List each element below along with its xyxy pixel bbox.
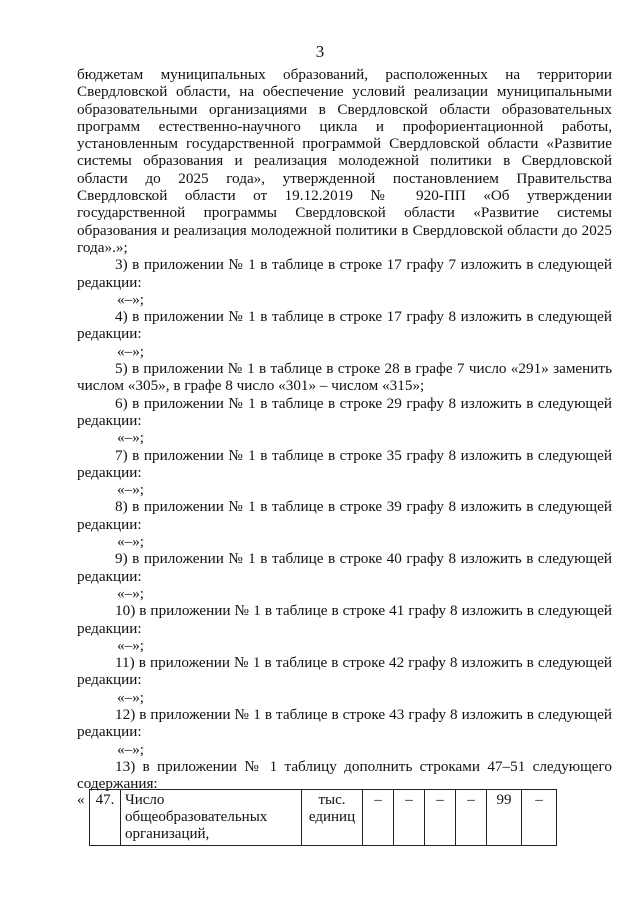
quoted-dash: «–»;: [117, 584, 145, 602]
quoted-dash: «–»;: [117, 481, 145, 499]
unit-of-measure: тыс. единиц: [302, 790, 363, 846]
quoted-dash: «–»;: [117, 342, 145, 360]
paragraph-item-7: 7) в приложении № 1 в таблице в строке 35 графу 8 изложить в следующей редакции:: [77, 446, 612, 481]
appended-rows-table: [77, 789, 617, 846]
document-body: [77, 66, 612, 792]
value-cell: 99: [487, 790, 522, 846]
value-cell: –: [425, 790, 456, 846]
paragraph-item-4: 4) в приложении № 1 в таблице в строке 17 графу 8 изложить в следующей редакции:: [77, 308, 612, 343]
quoted-dash: «–»;: [117, 740, 145, 758]
paragraph-item-5: 5) в приложении № 1 в таблице в строке 28 в графе 7 число «291» заменить числом «305», в графе 8 число «301» – числом «315»;: [77, 360, 612, 395]
value-cell: –: [456, 790, 487, 846]
value-cell: –: [394, 790, 425, 846]
value-cell: –: [522, 790, 557, 846]
quoted-dash: «–»;: [117, 429, 145, 447]
paragraph-item-3: 3) в приложении № 1 в таблице в строке 17 графу 7 изложить в следующей редакции:: [77, 256, 612, 291]
quoted-dash: «–»;: [117, 636, 145, 654]
quoted-dash: «–»;: [117, 290, 145, 308]
paragraph-item-8: 8) в приложении № 1 в таблице в строке 39 графу 8 изложить в следующей редакции:: [77, 498, 612, 533]
paragraph-item-12: 12) в приложении № 1 в таблице в строке 43 графу 8 изложить в следующей редакции:: [77, 705, 612, 741]
paragraph-item-9: 9) в приложении № 1 в таблице в строке 40 графу 8 изложить в следующей редакции:: [77, 550, 612, 585]
table-row: [77, 790, 557, 846]
paragraph-item-11: 11) в приложении № 1 в таблице в строке 42 графу 8 изложить в следующей редакции:: [77, 654, 612, 689]
page-number: 3: [315, 42, 325, 61]
quoted-dash: «–»;: [117, 688, 145, 706]
open-quote-mark: «: [77, 791, 85, 808]
paragraph-intro: бюджетам муниципальных образований, расположенных на территории Свердловской области, на обеспечение условий реализации муниципальными образовательными организациями в Свердловской области образовательных программ естественно-научного цикла и профориентационной работы, установленным государственной программой Свердловской области «Развитие системы образования и реализация молодежной политики в Свердловской области до 2025 года», утвержденной постановлением Правительства Свердловской области от 19.12.2019 № 920-ПП «Об утверждении государственной программы Свердловской области «Развитие системы образования и реализация молодежной политики в Свердловской области до 2025 года».»;: [77, 66, 612, 256]
indicator-name: Число общеобразовательных организаций,: [121, 790, 302, 846]
paragraph-item-6: 6) в приложении № 1 в таблице в строке 29 графу 8 изложить в следующей редакции:: [77, 394, 612, 429]
paragraph-item-10: 10) в приложении № 1 в таблице в строке 41 графу 8 изложить в следующей редакции:: [77, 602, 612, 637]
paragraph-item-13: 13) в приложении № 1 таблицу дополнить строками 47–51 следующего содержания:: [77, 757, 612, 793]
row-number: 47.: [90, 790, 121, 846]
quoted-dash: «–»;: [117, 533, 145, 551]
indicator-table: [77, 789, 557, 846]
value-cell: –: [363, 790, 394, 846]
